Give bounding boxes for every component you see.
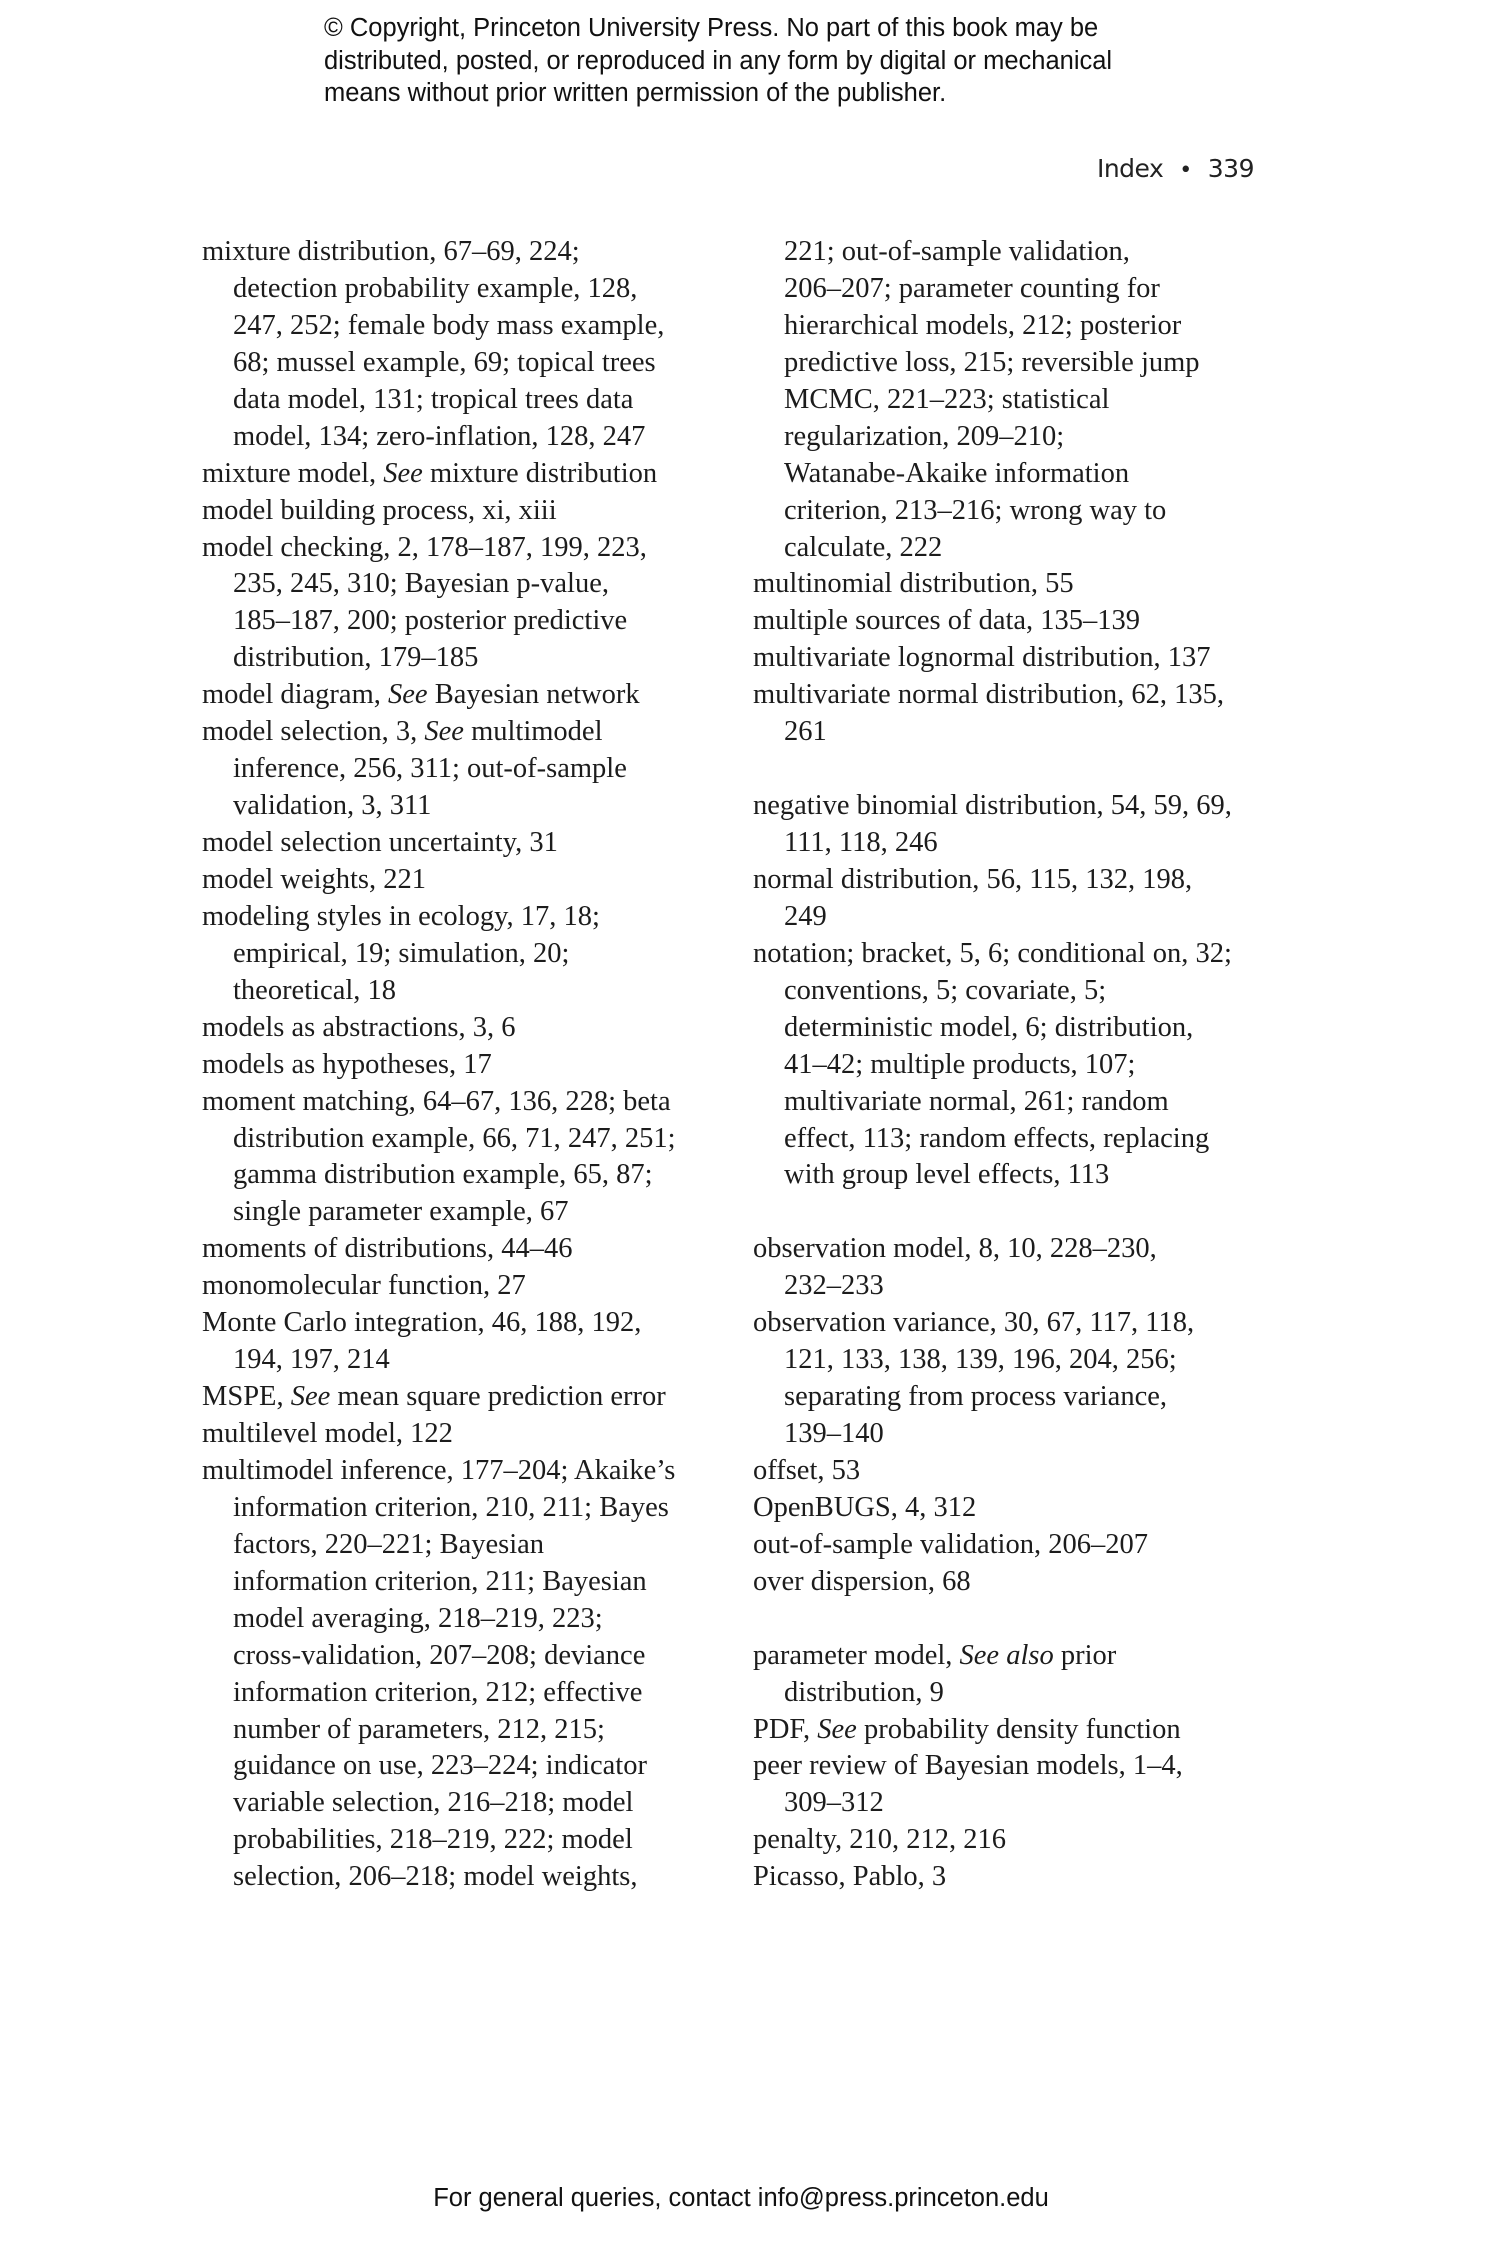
- index-entry-line: multivariate lognormal distribution, 137: [753, 642, 1211, 674]
- copyright-line: distributed, posted, or reproduced in any form by digital or mechanical: [324, 46, 1113, 75]
- index-subentry-line: with group level effects, 113: [784, 1159, 1110, 1191]
- index-subentry-line: predictive loss, 215; reversible jump: [784, 346, 1200, 378]
- index-subentry-line: 111, 118, 246: [784, 827, 938, 858]
- page-number: 339: [1207, 154, 1254, 183]
- index-subentry-line: distribution example, 66, 71, 247, 251;: [233, 1122, 676, 1154]
- copyright-line: means without prior written permission of the publisher.: [324, 79, 947, 107]
- index-entry-line: [753, 1638, 1273, 1675]
- index-entry-line: [202, 1379, 722, 1416]
- section-gap: [753, 751, 1273, 788]
- index-subentry-line: validation, 3, 311: [233, 790, 432, 822]
- index-subentry-line: guidance on use, 223–224; indicator: [233, 1750, 647, 1782]
- index-subentry-line: information criterion, 212; effective: [233, 1676, 643, 1708]
- see-reference: See also: [959, 1639, 1054, 1671]
- index-entry-line: offset, 53: [753, 1454, 861, 1486]
- index-column-right: [753, 234, 1273, 1896]
- copyright-line: © Copyright, Princeton University Press. No part of this book may be: [324, 14, 1099, 42]
- index-subentry-line: MCMC, 221–223; statistical: [784, 383, 1110, 415]
- index-entry-line: observation variance, 30, 67, 117, 118,: [753, 1307, 1195, 1339]
- index-entry-line: models as abstractions, 3, 6: [202, 1011, 516, 1043]
- index-subentry-line: distribution, 179–185: [233, 642, 479, 674]
- index-subentry-line: number of parameters, 212, 215;: [233, 1713, 605, 1745]
- index-subentry-line: gamma distribution example, 65, 87;: [233, 1159, 653, 1191]
- index-subentry-line: model averaging, 218–219, 223;: [233, 1602, 603, 1634]
- index-entry-line: model building process, xi, xiii: [202, 494, 557, 526]
- index-subentry-line: Watanabe-Akaike information: [784, 457, 1130, 489]
- entry-text: model diagram,: [202, 679, 388, 711]
- index-subentry-line: criterion, 213–216; wrong way to: [784, 494, 1167, 526]
- index-subentry-line: regularization, 209–210;: [784, 420, 1065, 452]
- index-subentry-line: selection, 206–218; model weights,: [233, 1861, 638, 1893]
- index-subentry-line: 68; mussel example, 69; topical trees: [233, 346, 656, 378]
- index-subentry-line: information criterion, 210, 211; Bayes: [233, 1491, 669, 1523]
- index-subentry-line: theoretical, 18: [233, 974, 397, 1006]
- index-entry-line: peer review of Bayesian models, 1–4,: [753, 1750, 1183, 1782]
- index-subentry-line: 249: [784, 900, 827, 932]
- index-entry-line: model selection uncertainty, 31: [202, 827, 558, 858]
- index-subentry-line: separating from process variance,: [784, 1381, 1167, 1413]
- footer-contact-text: For general queries, contact info@press.princeton.edu: [433, 2184, 1049, 2212]
- index-subentry-line: variable selection, 216–218; model: [233, 1787, 634, 1819]
- index-subentry-line: 221; out-of-sample validation,: [784, 236, 1130, 267]
- index-entry-line: modeling styles in ecology, 17, 18;: [202, 900, 600, 932]
- copyright-notice: [324, 12, 1112, 110]
- index-subentry-line: hierarchical models, 212; posterior: [784, 309, 1182, 341]
- index-entry-line: [202, 456, 722, 493]
- index-entry-line: multinomial distribution, 55: [753, 568, 1074, 600]
- index-subentry-line: 194, 197, 214: [233, 1344, 390, 1376]
- index-subentry-line: conventions, 5; covariate, 5;: [784, 974, 1107, 1006]
- entry-text: MSPE,: [202, 1381, 291, 1413]
- entry-text: mean square prediction error: [330, 1381, 666, 1413]
- index-subentry-line: 261: [784, 716, 827, 748]
- index-subentry-line: calculate, 222: [784, 531, 943, 563]
- index-entry-line: mixture distribution, 67–69, 224;: [202, 236, 580, 267]
- index-subentry-line: model, 134; zero-inflation, 128, 247: [233, 420, 646, 452]
- index-entry-line: model weights, 221: [202, 863, 427, 895]
- bullet-separator-icon: •: [1179, 158, 1192, 183]
- index-subentry-line: 232–233: [784, 1270, 884, 1302]
- entry-text: Bayesian network: [427, 679, 640, 711]
- index-subentry-line: 139–140: [784, 1418, 884, 1449]
- index-entry-line: observation model, 8, 10, 228–230,: [753, 1233, 1157, 1265]
- index-entry-line: multiple sources of data, 135–139: [753, 605, 1141, 637]
- index-subentry-line: single parameter example, 67: [233, 1196, 569, 1228]
- entry-text: model selection, 3,: [202, 716, 425, 748]
- index-entry-line: moment matching, 64–67, 136, 228; beta: [202, 1085, 671, 1117]
- index-subentry-line: deterministic model, 6; distribution,: [784, 1011, 1194, 1043]
- entry-text: multimodel: [463, 716, 603, 748]
- index-subentry-line: information criterion, 211; Bayesian: [233, 1565, 647, 1597]
- index-subentry-line: multivariate normal, 261; random: [784, 1085, 1169, 1117]
- see-reference: See: [817, 1713, 857, 1745]
- index-entry-line: penalty, 210, 212, 216: [753, 1824, 1007, 1856]
- see-reference: See: [424, 716, 464, 748]
- index-subentry-line: 121, 133, 138, 139, 196, 204, 256;: [784, 1344, 1177, 1376]
- index-subentry-line: 206–207; parameter counting for: [784, 272, 1160, 304]
- index-subentry-line: 185–187, 200; posterior predictive: [233, 605, 628, 637]
- index-subentry-line: distribution, 9: [784, 1676, 944, 1708]
- index-subentry-line: data model, 131; tropical trees data: [233, 383, 634, 415]
- index-entry-line: moments of distributions, 44–46: [202, 1233, 573, 1265]
- index-subentry-line: 235, 245, 310; Bayesian p-value,: [233, 568, 609, 600]
- index-entry-line: models as hypotheses, 17: [202, 1048, 492, 1080]
- page-footer: [0, 2184, 1500, 2213]
- index-entry-line: over dispersion, 68: [753, 1565, 971, 1597]
- index-entry-line: Monte Carlo integration, 46, 188, 192,: [202, 1307, 642, 1339]
- index-entry-line: multilevel model, 122: [202, 1418, 453, 1449]
- entry-text: mixture model,: [202, 457, 384, 489]
- entry-text: mixture distribution: [422, 457, 658, 489]
- index-subentry-line: 309–312: [784, 1787, 884, 1819]
- index-subentry-line: 41–42; multiple products, 107;: [784, 1048, 1136, 1080]
- see-reference: See: [388, 679, 428, 711]
- index-entry-line: Picasso, Pablo, 3: [753, 1861, 947, 1893]
- index-entry-line: [202, 714, 722, 751]
- entry-text: prior: [1053, 1639, 1117, 1671]
- entry-text: probability density function: [856, 1713, 1181, 1745]
- running-head-section: Index: [1096, 154, 1164, 183]
- index-entry-line: multivariate normal distribution, 62, 135,: [753, 679, 1224, 711]
- index-entry-line: notation; bracket, 5, 6; conditional on, 32;: [753, 937, 1232, 969]
- entry-text: parameter model,: [753, 1639, 960, 1671]
- index-entry-line: normal distribution, 56, 115, 132, 198,: [753, 863, 1193, 895]
- index-column-left: [202, 234, 722, 1896]
- section-gap: [753, 1194, 1273, 1231]
- index-entry-line: [753, 1712, 1273, 1749]
- running-head: [1097, 154, 1254, 183]
- index-entry-line: OpenBUGS, 4, 312: [753, 1491, 977, 1523]
- index-entry-line: monomolecular function, 27: [202, 1270, 526, 1302]
- index-subentry-line: empirical, 19; simulation, 20;: [233, 937, 570, 969]
- see-reference: See: [290, 1381, 331, 1413]
- section-gap: [753, 1601, 1273, 1638]
- index-subentry-line: 247, 252; female body mass example,: [233, 309, 665, 341]
- index-entry-line: [202, 677, 722, 714]
- entry-text: PDF,: [753, 1713, 818, 1745]
- see-reference: See: [383, 457, 423, 489]
- index-subentry-line: effect, 113; random effects, replacing: [784, 1122, 1210, 1154]
- index-subentry-line: cross-validation, 207–208; deviance: [233, 1639, 646, 1671]
- index-subentry-line: inference, 256, 311; out-of-sample: [233, 753, 627, 785]
- index-subentry-line: detection probability example, 128,: [233, 272, 638, 304]
- index-entry-line: multimodel inference, 177–204; Akaike’s: [202, 1454, 676, 1486]
- index-entry-line: negative binomial distribution, 54, 59, 69,: [753, 790, 1232, 822]
- index-entry-line: model checking, 2, 178–187, 199, 223,: [202, 531, 647, 563]
- index-subentry-line: probabilities, 218–219, 222; model: [233, 1824, 633, 1856]
- index-subentry-line: factors, 220–221; Bayesian: [233, 1528, 545, 1560]
- index-entry-line: out-of-sample validation, 206–207: [753, 1528, 1148, 1560]
